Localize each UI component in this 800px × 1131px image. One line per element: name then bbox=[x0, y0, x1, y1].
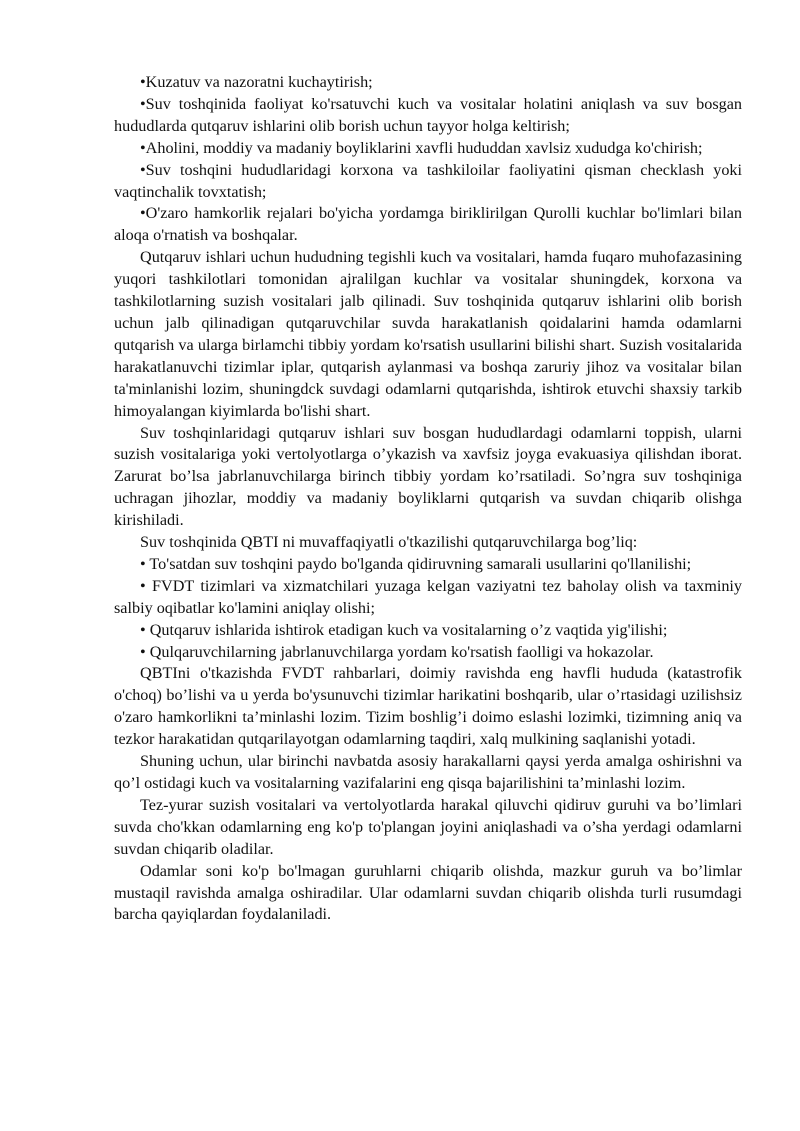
paragraph-small-groups: Odamlar soni ko'p bo'lmagan guruhlarni chiqarib olishda, mazkur guruh va bo’limlar mustaqil ravishda amalga oshiradilar. Ular odamlarni suvdan chiqarib olishda turli rusumdagi barcha qayiqlardan foydalaniladi. bbox=[114, 861, 742, 924]
bullet-mobilization: • Qutqaruv ishlarida ishtirok etadigan kuch va vositalarning o’z vaqtida yig'ilishi; bbox=[140, 620, 668, 639]
bullet-assessment: • FVDT tizimlari va xizmatchilari yuzaga kelgan vaziyatni tez baholay olish va taxminiy salbiy oqibatlar ko'lamini aniqlay olishi; bbox=[114, 576, 742, 617]
paragraph-search-groups: Tez-yurar suzish vositalari va vertolyotlarda harakal qiluvchi qidiruv guruhi va bo’limlari suvda cho'kkan odamlarning eng ko'p to'plangan joyini aniqlashadi va o’sha yerdagi odamlarni suvdan chiqarib oladilar. bbox=[114, 795, 742, 858]
bullet-surveillance: •Kuzatuv va nazoratni kuchaytirish; bbox=[140, 73, 373, 91]
bullet-cooperation: •O'zaro hamkorlik rejalari bo'yicha yordamga biriklirilgan Qurolli kuchlar bo'limlari bilan aloqa o'rnatish va boshqalar. bbox=[114, 204, 742, 245]
paragraph-leadership: QBTIni o'tkazishda FVDT rahbarlari, doimiy ravishda eng havfli hududa (katastrofik o'choq) bo’lishi va u yerda bo'ysunuvchi tizimlar harikatini boshqarib, ular o’rtasidagi uzilishsiz o'zaro hamkorlikni ta’minlashi lozim. Tizim boshlig’i doimo eslashi lozimki, tizimning aniq va tezkor harakatidan qutqarilayotgan odamlarning taqdiri, xalq mulkining saqlanishi yotadi. bbox=[114, 664, 742, 749]
bullet-evacuation: •Aholini, moddiy va madaniy boyliklarini xavfli hududdan xavlsiz xududga ko'chirish; bbox=[140, 138, 703, 157]
paragraph-rescue-operations: Suv toshqinlaridagi qutqaruv ishlari suv bosgan hududlardagi odamlarni toppish, ularni suzish vositalariga yoki vertolyotlarga o’ykazish va xavfsiz joyga evakuasiya qilishdan iborat. Zarurat bo’lsa jabrlanuvchilarga birinch tibbiy yordam ko’rsatiladi. So’ngra suv toshqiniga uchragan jihozlar, moddiy va madaniy boyliklarni qutqarish va suvdan chiqarib olishga kirishiladi. bbox=[114, 423, 742, 530]
paragraph-success-factors: Suv toshqinida QBTI ni muvaffaqiyatli o'tkazilishi qutqaruvchilarga bog’liq: bbox=[140, 533, 638, 552]
bullet-suspension: •Suv toshqini hududlaridagi korxona va tashkiloilar faoliyatini qisman checklash yoki vaqtinchalik tovxtatish; bbox=[114, 160, 742, 201]
bullet-search-methods: • To'satdan suv toshqini paydo bo'lganda qidiruvning samarali usullarini qo'llanilishi; bbox=[140, 554, 692, 573]
document-page bbox=[114, 72, 742, 926]
bullet-readiness: •Suv toshqinida faoliyat ko'rsatuvchi kuch va vositalar holatini aniqlash va suv bosgan hududlarda qutqaruv ishlarini olib borish uchun tayyor holga keltirish; bbox=[114, 94, 742, 135]
paragraph-priorities: Shuning uchun, ular birinchi navbatda asosiy harakallarni qaysi yerda amalga oshirishni va qo’l ostidagi kuch va vositalarning vazifalarini eng qisqa bajarilishini ta’minlashi lozim. bbox=[114, 752, 742, 792]
bullet-assistance: • Qulqaruvchilarning jabrlanuvchilarga yordam ko'rsatish faolligi va hokazolar. bbox=[140, 642, 654, 661]
paragraph-rescue-forces: Qutqaruv ishlari uchun hududning tegishli kuch va vositalari, hamda fuqaro muhofazasining yuqori tashkilotlari tomonidan ajralilgan kuchlar va vositalar shuningdek, korxona va tashkilotlarning suzish vositalari jalb qilinadi. Suv toshqinida qutqaruv ishlarini olib borish uchun jalb qilinadigan qutqaruvchilar suvda harakatlanish qoidalarini hamda odamlarni qutqarish va ularga birlamchi tibbiy yordam ko'rsatish usullarini bilishi shart. Suzish vositalarida harakatlanuvchi tizimlar iplar, qutqarish aylanmasi va boshqa zaruriy jihoz va vositalar bilan ta'minlanishi lozim, shuningdck suvdagi odamlarni qutqarishda, ishtirok etuvchi shaxsiy tarkib himoyalangan kiyimlarda bo'lishi shart. bbox=[114, 248, 742, 420]
